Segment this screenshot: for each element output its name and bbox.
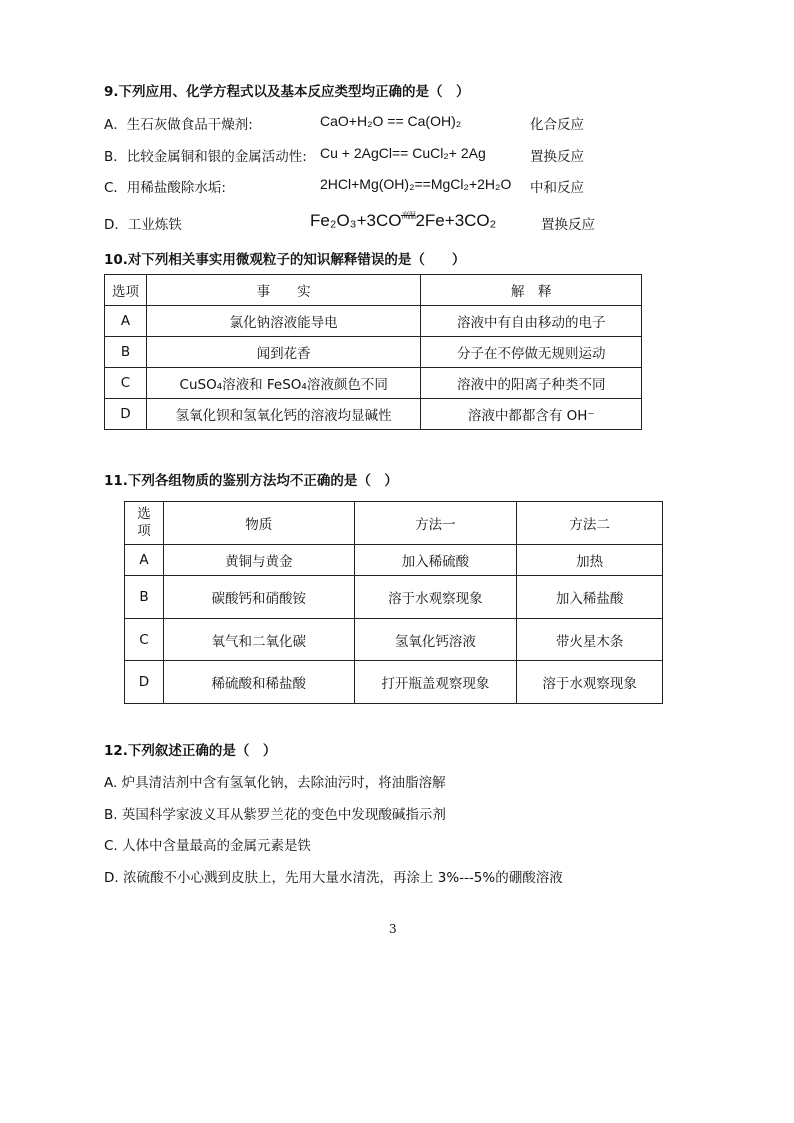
q9-d-eq-condition: 高温 <box>401 211 416 220</box>
table-cell: 稀硫酸和稀盐酸 <box>163 661 354 704</box>
table-cell: 打开瓶盖观察现象 <box>354 661 517 704</box>
q12-option-a: A. 炉具清洁剂中含有氢氧化钠，去除油污时，将油脂溶解 <box>104 775 446 791</box>
table-cell: D <box>125 661 164 704</box>
q9-d-eq-right: 2Fe+3CO₂ <box>415 211 497 230</box>
q10-table <box>104 274 642 430</box>
q12-option-b: B. 英国科学家波义耳从紫罗兰花的变色中发现酸碱指示剂 <box>104 807 446 823</box>
table-header-row <box>125 502 663 545</box>
table-row <box>105 306 642 337</box>
table-row <box>125 661 663 704</box>
table-row <box>125 576 663 619</box>
table-header-cell: 选项 <box>105 275 147 306</box>
table-cell: 加入稀盐酸 <box>517 576 663 619</box>
table-cell: D <box>105 399 147 430</box>
table-row <box>105 368 642 399</box>
q9-d-eq-left: Fe₂O₃+3CO <box>310 211 402 230</box>
table-row <box>125 619 663 661</box>
question-9-stem: 9.下列应用、化学方程式以及基本反应类型均正确的是（ ） <box>104 84 470 100</box>
q9-option-d-text: D．工业炼铁 <box>104 217 182 233</box>
table-cell: CuSO₄溶液和 FeSO₄溶液颜色不同 <box>146 368 420 399</box>
q9-option-b-reaction-type: 置换反应 <box>530 149 584 165</box>
table-cell: 溶于水观察现象 <box>517 661 663 704</box>
table-header-cell: 物质 <box>163 502 354 545</box>
table-cell: 溶液中的阳离子种类不同 <box>421 368 642 399</box>
table-cell: C <box>105 368 147 399</box>
table-row <box>105 399 642 430</box>
table-header-cell: 方法一 <box>354 502 517 545</box>
table-cell: A <box>125 545 164 576</box>
table-header-cell: 解 释 <box>421 275 642 306</box>
table-header-cell: 选项 <box>125 502 164 545</box>
q9-option-c-equation: 2HCl+Mg(OH)₂==MgCl₂+2H₂O <box>320 176 512 192</box>
q12-option-d: D. 浓硫酸不小心溅到皮肤上，先用大量水清洗，再涂上 3%---5%的硼酸溶液 <box>104 870 563 886</box>
q9-option-b-text: B．比较金属铜和银的金属活动性: <box>104 149 307 165</box>
table-cell: 氢氧化钙溶液 <box>354 619 517 661</box>
table-cell: 氧气和二氧化碳 <box>163 619 354 661</box>
table-cell: 溶于水观察现象 <box>354 576 517 619</box>
question-12-stem: 12.下列叙述正确的是（ ） <box>104 743 277 759</box>
q12-option-c: C. 人体中含量最高的金属元素是铁 <box>104 838 312 854</box>
question-11-stem: 11.下列各组物质的鉴别方法均不正确的是（ ） <box>104 473 398 489</box>
table-row <box>125 545 663 576</box>
table-cell: 分子在不停做无规则运动 <box>421 337 642 368</box>
table-cell: 氢氧化钡和氢氧化钙的溶液均显碱性 <box>146 399 420 430</box>
table-cell: 闻到花香 <box>146 337 420 368</box>
table-cell: 黄铜与黄金 <box>163 545 354 576</box>
table-cell: B <box>125 576 164 619</box>
table-cell: 溶液中都都含有 OH⁻ <box>421 399 642 430</box>
q9-option-c-text: C．用稀盐酸除水垢: <box>104 180 226 196</box>
table-cell: 溶液中有自由移动的电子 <box>421 306 642 337</box>
page-number: 3 <box>389 922 397 936</box>
question-10-stem: 10.对下列相关事实用微观粒子的知识解释错误的是（ ） <box>104 252 466 268</box>
table-row <box>105 337 642 368</box>
q9-option-a-reaction-type: 化合反应 <box>530 117 584 133</box>
table-cell: 加入稀硫酸 <box>354 545 517 576</box>
q9-option-a-equation: CaO+H₂O == Ca(OH)₂ <box>320 113 462 129</box>
q9-option-d-equation <box>310 211 496 231</box>
table-cell: B <box>105 337 147 368</box>
table-header-row <box>105 275 642 306</box>
q9-option-d-reaction-type: 置换反应 <box>541 217 595 233</box>
table-cell: C <box>125 619 164 661</box>
table-cell: 加热 <box>517 545 663 576</box>
table-header-cell: 事 实 <box>146 275 420 306</box>
table-header-cell: 方法二 <box>517 502 663 545</box>
table-cell: 带火星木条 <box>517 619 663 661</box>
reaction-arrow <box>401 211 415 231</box>
table-cell: A <box>105 306 147 337</box>
q9-option-c-reaction-type: 中和反应 <box>530 180 584 196</box>
q9-option-b-equation: Cu + 2AgCl== CuCl₂+ 2Ag <box>320 145 486 161</box>
table-cell: 碳酸钙和硝酸铵 <box>163 576 354 619</box>
q11-table <box>124 501 663 704</box>
table-cell: 氯化钠溶液能导电 <box>146 306 420 337</box>
q9-option-a-text: A．生石灰做食品干燥剂: <box>104 117 253 133</box>
